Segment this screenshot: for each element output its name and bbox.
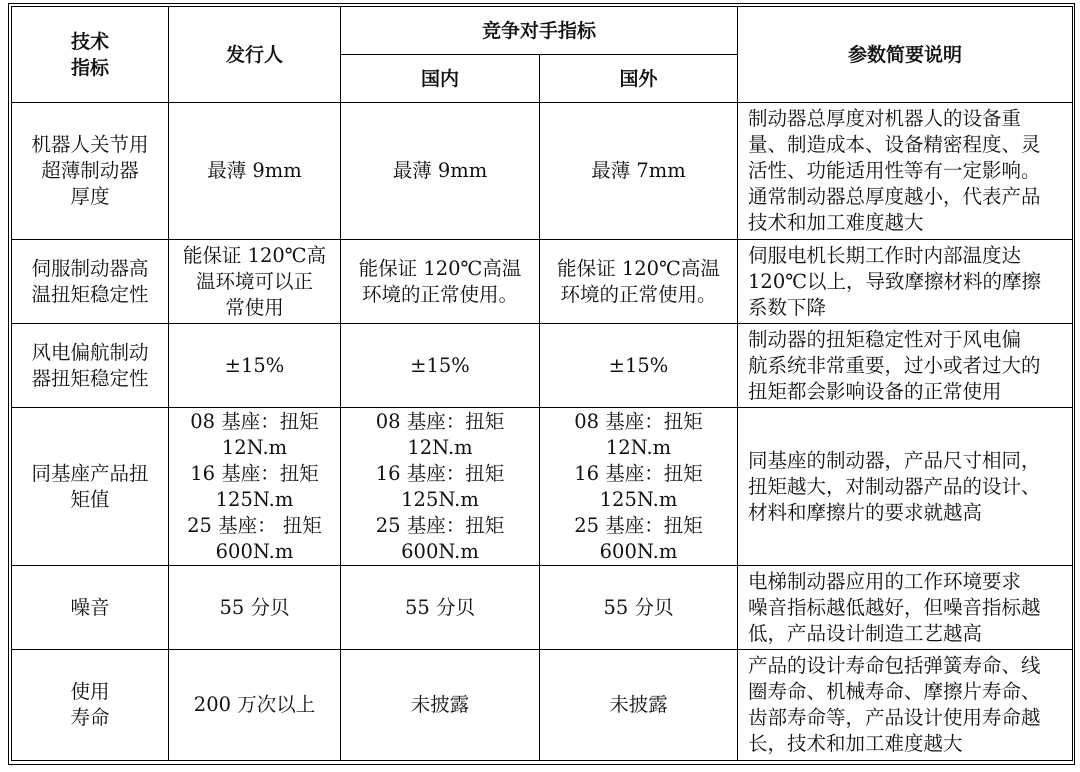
cell-line: 600N.m (599, 539, 678, 563)
cell-domestic (341, 324, 540, 408)
cell-issuer (169, 103, 341, 240)
cell-description (738, 240, 1073, 324)
cell-domestic (341, 240, 540, 324)
cell-line: 08 基座：扭矩 (574, 409, 703, 433)
cell-line: 温扭矩稳定性 (31, 282, 149, 306)
cell-foreign (540, 566, 738, 650)
cell-line: 扭矩都会影响设备的正常使用 (748, 379, 1002, 403)
table-row (12, 650, 1073, 761)
cell-issuer (169, 324, 341, 408)
cell-line: 低，产品设计制造工艺越高 (748, 621, 983, 645)
cell-line: 16 基座：扭矩 (574, 461, 703, 485)
cell-domestic (341, 408, 540, 566)
cell-indicator (12, 650, 169, 761)
cell-line: 55 分贝 (603, 595, 674, 619)
cell-line: 伺服制动器高 (31, 256, 149, 280)
header-domestic: 国内 (341, 55, 540, 103)
cell-line: ±15% (224, 353, 285, 377)
cell-line: 电梯制动器应用的工作环境要求 (748, 569, 1022, 593)
cell-line: 25 基座：扭矩 (574, 513, 703, 537)
cell-foreign (540, 324, 738, 408)
cell-line: 能保证 120℃高温 (358, 256, 522, 280)
cell-line: 55 分贝 (219, 595, 290, 619)
cell-foreign (540, 408, 738, 566)
cell-line: 120℃以上，导致摩擦材料的摩擦 (748, 269, 1042, 293)
table-body (12, 103, 1073, 761)
table-row (12, 103, 1073, 240)
cell-foreign (540, 103, 738, 240)
cell-indicator (12, 324, 169, 408)
cell-line: 温环境可以正 (195, 269, 313, 293)
cell-line: 55 分贝 (404, 595, 475, 619)
cell-line: 12N.m (221, 435, 288, 459)
cell-domestic (341, 103, 540, 240)
cell-line: 12N.m (605, 435, 672, 459)
cell-line: 系数下降 (748, 295, 827, 319)
cell-line: 600N.m (215, 539, 294, 563)
cell-line: 最薄 9mm (207, 159, 302, 182)
cell-line: 600N.m (401, 539, 479, 563)
cell-line: 常使用 (225, 295, 284, 319)
cell-line: 机器人关节用 (31, 133, 149, 156)
cell-indicator (12, 408, 169, 566)
cell-line: 未披露 (410, 693, 470, 716)
cell-issuer (169, 650, 341, 761)
cell-line: 08 基座：扭矩 (190, 409, 319, 433)
cell-line: 齿部寿命等，产品设计使用寿命越 (748, 706, 1041, 729)
cell-line: ±15% (410, 353, 470, 377)
cell-line: 125N.m (401, 487, 479, 511)
cell-line: 25 基座： 扭矩 (187, 513, 322, 537)
cell-foreign (540, 240, 738, 324)
cell-foreign (540, 650, 738, 761)
comparison-table (11, 6, 1073, 761)
table-row (12, 408, 1073, 566)
cell-line: 125N.m (215, 487, 294, 511)
cell-line: 伺服电机长期工作时内部温度达 (748, 243, 1022, 267)
cell-line: 125N.m (599, 487, 678, 511)
cell-description (738, 566, 1073, 650)
cell-line: 环境的正常使用。 (361, 282, 518, 306)
cell-line: 最薄 7mm (591, 159, 686, 182)
table-row (12, 324, 1073, 408)
cell-line: 量、制造成本、设备精密程度、灵 (748, 133, 1041, 156)
cell-line: 08 基座：扭矩 12N.m (375, 409, 505, 459)
cell-line: 航系统非常重要，过小或者过大的 (748, 353, 1041, 377)
cell-line: 材料和摩擦片的要求就越高 (748, 500, 983, 524)
cell-line: 16 基座：扭矩 (190, 461, 319, 485)
cell-line: 噪音指标越低越好，但噪音指标越 (748, 595, 1041, 619)
cell-description (738, 650, 1073, 761)
header-tech-indicator: 技术 指标 (12, 7, 169, 103)
cell-line: 风电偏航制动 (31, 340, 149, 364)
cell-line: 矩值 (70, 487, 110, 511)
cell-line: 器扭矩稳定性 (31, 366, 149, 390)
cell-line: 通常制动器总厚度越小，代表产品 (748, 185, 1041, 208)
cell-line: 使用 (70, 680, 110, 703)
header-foreign: 国外 (540, 55, 738, 103)
table-row (12, 566, 1073, 650)
cell-line: 制动器的扭矩稳定性对于风电偏 (748, 327, 1022, 351)
header-description: 参数简要说明 (738, 7, 1073, 103)
cell-line: 超薄制动器 (41, 159, 139, 182)
cell-indicator (12, 240, 169, 324)
cell-domestic (341, 650, 540, 761)
cell-line: 长，技术和加工难度越大 (748, 732, 963, 755)
cell-line: 寿命 (70, 706, 110, 729)
cell-issuer (169, 240, 341, 324)
header-issuer: 发行人 (169, 7, 341, 103)
cell-line: 扭矩越大，对制动器产品的设计、 (748, 474, 1041, 498)
cell-line: 技术和加工难度越大 (748, 211, 924, 234)
cell-domestic (341, 566, 540, 650)
cell-line: 圈寿命、机械寿命、摩擦片寿命、 (748, 680, 1041, 703)
cell-indicator (12, 103, 169, 240)
cell-description (738, 408, 1073, 566)
cell-line: 同基座的制动器，产品尺寸相同， (748, 448, 1041, 472)
table-row (12, 240, 1073, 324)
cell-line: 25 基座：扭矩 (375, 513, 505, 537)
cell-line: 最薄 9mm (392, 159, 488, 182)
cell-line: 能保证 120℃高温 (557, 256, 720, 280)
cell-indicator (12, 566, 169, 650)
cell-line: 16 基座：扭矩 (375, 461, 505, 485)
cell-line: 噪音 (70, 595, 110, 619)
cell-line: ±15% (608, 353, 669, 377)
cell-description (738, 324, 1073, 408)
cell-issuer (169, 408, 341, 566)
cell-line: 制动器总厚度对机器人的设备重 (748, 107, 1022, 130)
cell-issuer (169, 566, 341, 650)
header-competitor: 竞争对手指标 (341, 7, 738, 55)
cell-description (738, 103, 1073, 240)
cell-line: 产品的设计寿命包括弹簧寿命、线 (748, 654, 1041, 677)
cell-line: 未披露 (609, 693, 668, 716)
cell-line: 厚度 (70, 185, 110, 208)
cell-line: 活性、功能适用性等有一定影响。 (748, 159, 1041, 182)
cell-line: 能保证 120℃高 (182, 243, 327, 267)
cell-line: 200 万次以上 (193, 693, 316, 716)
cell-line: 同基座产品扭 (31, 461, 149, 485)
cell-line: 环境的正常使用。 (560, 282, 717, 306)
